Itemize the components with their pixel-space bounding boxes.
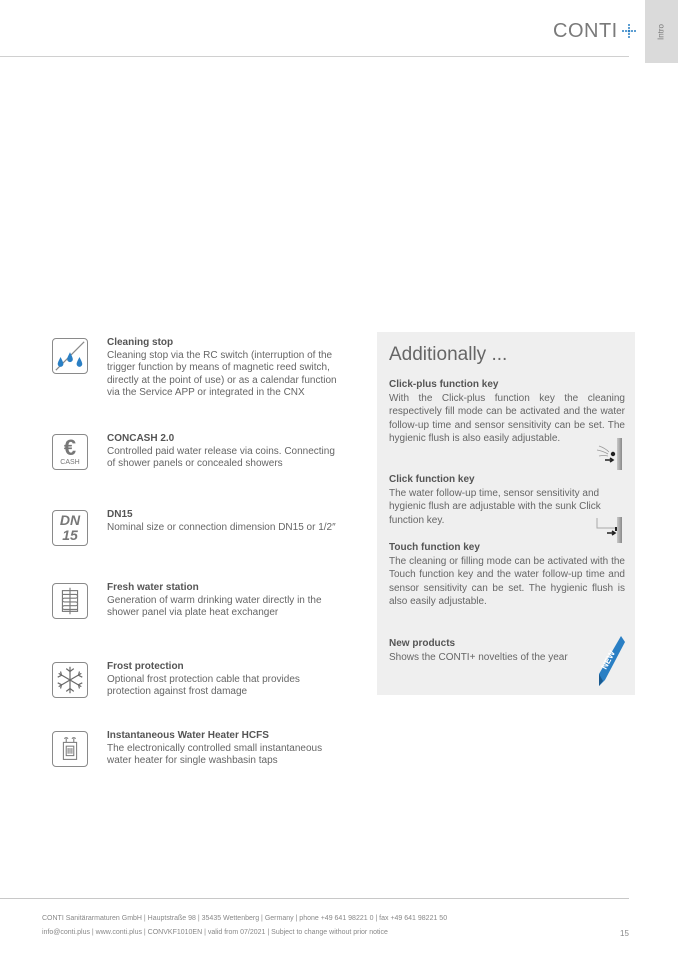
feature-description: The electronically controlled small instantaneous water heater for single washbasin taps [107,742,323,767]
item-title: Click-plus function key [389,379,499,390]
euro-symbol: € [63,435,77,460]
item-title: New products [389,638,456,649]
water-drops-crossed-icon [52,338,88,374]
cash-label: CASH [60,459,80,466]
snowflake-icon [52,662,88,698]
footer-divider [0,898,629,899]
click-plus-key-icon [593,436,625,472]
click-key-icon [593,516,625,544]
dn15-icon [52,510,88,546]
item-description: With the Click-plus function key the cleaning respectively fill mode can be activated and the water follow-up time and sensor sensitivity can be set. The hygienic flush is also easily adjustable. [389,392,625,445]
item-description: The water follow-up time, sensor sensitivity and hygienic flush are adjustable with the sunk Click function key. [389,487,601,526]
additional-item [389,637,625,664]
footer-contact: info@conti.plus | www.conti.plus | CONVKF1010EN | valid from 07/2021 | Subject to change without prior notice [42,929,388,936]
conti-logo[interactable] [553,19,637,43]
plus-dots-icon [621,23,637,39]
header-divider [0,56,629,57]
footer-address: CONTI Sanitärarmaturen GmbH | Hauptstraße 98 | 35435 Wettenberg | Germany | phone +49 641 98221 0 | fax +49 641 98221 50 [42,915,448,922]
feature-title: CONCASH 2.0 [107,433,175,444]
feature-title: Instantaneous Water Heater HCFS [107,730,269,741]
feature-title: Fresh water station [107,582,199,593]
item-description: Shows the CONTI+ novelties of the year [389,651,568,663]
water-heater-icon [52,731,88,767]
feature-description: Nominal size or connection dimension DN15 or 1/2″ [107,521,336,533]
item-title: Click function key [389,474,475,485]
additional-item [389,378,625,446]
additionally-panel [377,332,635,695]
feature-title: DN15 [107,509,133,520]
page-number: 15 [620,929,629,938]
item-title: Touch function key [389,542,480,553]
feature-description: Optional frost protection cable that provides protection against frost damage [107,673,300,698]
section-tab-intro[interactable] [645,0,678,63]
item-description: The cleaning or filling mode can be activated with the Touch function key and the water follow-up time and sensor sensitivity can be set. The hygienic flush is also easily adjustable. [389,555,625,608]
feature-title: Cleaning stop [107,337,174,348]
heat-exchanger-icon [52,583,88,619]
feature-description: Generation of warm drinking water directly in the shower panel via plate heat exchanger [107,594,322,619]
section-tab-label: Intro [656,23,666,41]
additionally-heading: Additionally ... [389,344,508,365]
additional-item [389,473,625,527]
logo-text: CONTI [553,19,618,42]
new-badge-label: NEW [598,648,618,671]
feature-description: Controlled paid water release via coins. Connecting of shower panels or concealed showers [107,445,335,470]
feature-description: Cleaning stop via the RC switch (interruption of the trigger function by means of magnetic reed switch, directly at the point of use) or as a calendar function via the Service APP or integrated in the CNX [107,349,337,399]
dn-label: DN [59,512,81,528]
euro-cash-icon [52,434,88,470]
feature-title: Frost protection [107,661,184,672]
size-label: 15 [62,527,78,543]
new-ribbon-icon [595,634,627,688]
additional-item [389,541,625,609]
